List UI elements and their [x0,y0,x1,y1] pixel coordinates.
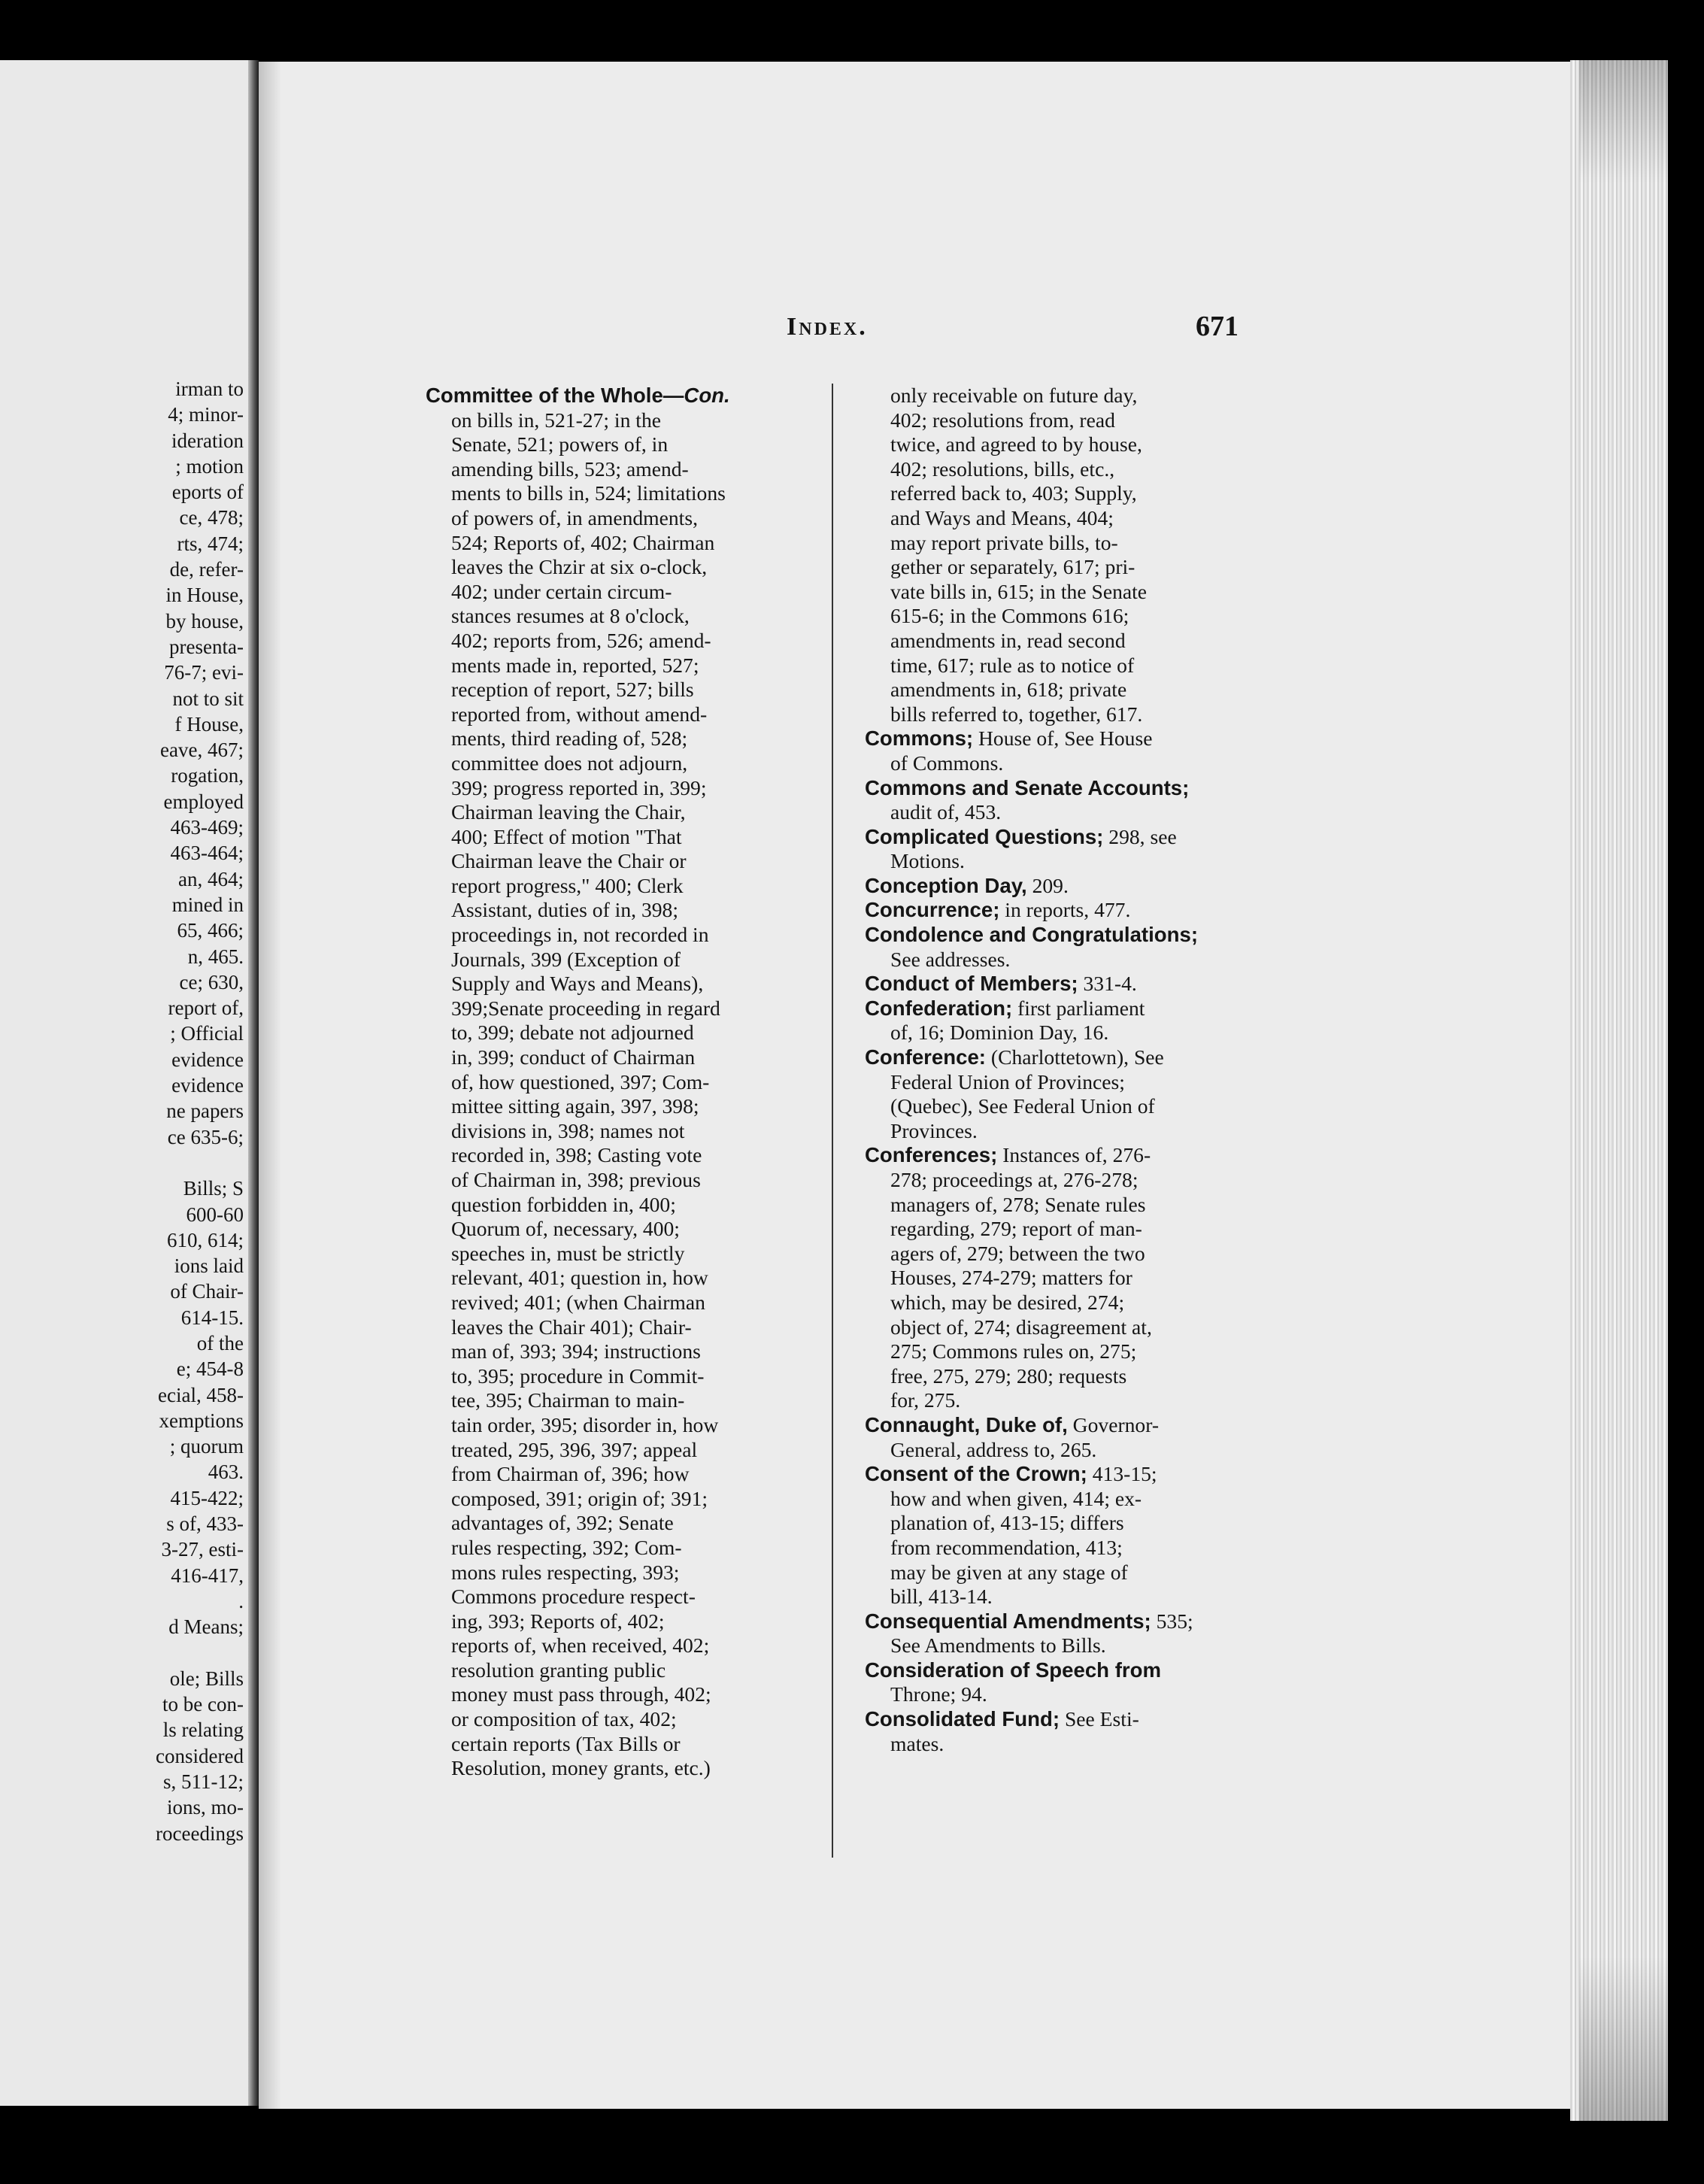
entry-heading: Committee of the Whole—Con. [426,384,730,407]
entry-term: Commons; [865,726,974,751]
index-entry-heading [865,996,1241,1021]
entry-term: Commons and Senate Accounts; [865,775,1190,799]
entry-line: of, how questioned, 397; Com- [451,1069,710,1094]
entry-line: Resolution, money grants, etc.) [451,1756,711,1780]
gutter-shadow [259,62,281,2109]
entry-line: report progress," 400; Clerk [451,873,684,897]
entry-line: agers of, 279; between the two [890,1241,1145,1265]
entry-text: Governor- [1067,1412,1160,1436]
entry-line: recorded in, 398; Casting vote [451,1143,702,1167]
entry-line: reports of, when received, 402; [451,1633,710,1658]
entry-line: tee, 395; Chairman to main- [451,1388,685,1412]
entry-line: See Amendments to Bills. [890,1633,1106,1658]
index-entry-heading [865,874,1241,899]
prev-page-line: f House, [174,712,244,736]
entry-text: 298, see [1103,824,1177,848]
entry-line: tain order, 395; disorder in, how [451,1412,719,1436]
entry-line: advantages of, 392; Senate [451,1511,674,1535]
prev-page-line: not to sit [172,687,244,710]
prev-page-line: n, 465. [187,945,244,968]
index-entry-heading [865,1462,1241,1487]
entry-line: planation of, 413-15; differs [890,1511,1124,1535]
entry-term: Condolence and Congratulations; [865,923,1199,947]
entry-line: leaves the Chair 401); Chair- [451,1315,692,1339]
entry-line: twice, and agreed to by house, [890,432,1142,457]
entry-body [426,408,817,1781]
previous-page [0,60,248,2106]
prev-page-line: 463. [208,1461,244,1484]
prev-page-line: ce 635-6; [167,1125,244,1148]
entry-line: regarding, 279; report of man- [890,1217,1142,1241]
entry-term: Consolidated Fund; [865,1707,1060,1731]
entry-text: (Charlottetown), See [986,1045,1164,1069]
entry-term: Connaught, Duke of, [865,1412,1068,1436]
entry-line: free, 275, 279; 280; requests [890,1363,1127,1388]
prev-page-line: eports of [171,481,244,504]
entry-line: See addresses. [890,947,1011,971]
prev-page-line: to be con- [162,1693,244,1716]
entry-line: mons rules respecting, 393; [451,1560,680,1584]
prev-page-line: 4; minor- [168,403,244,426]
prev-page-line: 463-469; [170,816,244,839]
prev-page-line: evidence [171,1048,244,1071]
entry-line: for, 275. [890,1388,961,1412]
entry-line: 402; resolutions, bills, etc., [890,457,1115,481]
entry-line: in, 399; conduct of Chairman [451,1045,696,1069]
entry-line: Motions. [890,849,965,873]
entry-term: Consideration of Speech from [865,1658,1162,1682]
entry-line: gether or separately, 617; pri- [890,555,1135,579]
index-entry-heading [865,1143,1241,1168]
entry-line: amendments in, read second [890,628,1126,652]
entry-line: Senate, 521; powers of, in [451,432,669,457]
prev-page-line: rogation, [171,764,244,787]
entry-line: committee does not adjourn, [451,751,688,775]
prev-page-line: presenta- [169,635,244,658]
entry-line: divisions in, 398; names not [451,1118,685,1142]
entry-continuation [865,384,1241,726]
prev-page-line: ; quorum [169,1435,244,1458]
entry-line: Provinces. [890,1118,978,1142]
entry-line: mates. [890,1731,944,1755]
entry-line: 400; Effect of motion "That [451,824,682,848]
entry-line: or composition of tax, 402; [451,1707,677,1731]
entry-line: 399;Senate proceeding in regard [451,996,720,1020]
prev-page-line: e; 454-8 [176,1357,244,1381]
prev-page-line: roceedings [156,1822,244,1845]
entry-list [865,726,1241,1756]
prev-page-line: ce, 478; [179,506,244,529]
running-head: Index. [787,313,868,341]
prev-page-line: ; motion [175,454,244,478]
entry-term: Consent of the Crown; [865,1462,1087,1486]
index-entry-heading [865,776,1241,801]
prev-page-line: eave, 467; [160,739,244,762]
entry-line: referred back to, 403; Supply, [890,481,1137,505]
page-number: 671 [1196,311,1239,342]
entry-line: 402; reports from, 526; amend- [451,628,711,652]
entry-line: revived; 401; (when Chairman [451,1290,705,1314]
prev-page-line: s, 511-12; [163,1770,244,1794]
entry-text: Instances of, 276- [997,1143,1151,1167]
previous-page-text [156,376,244,1846]
entry-line: relevant, 401; question in, how [451,1266,708,1290]
prev-page-line: considered [156,1744,244,1767]
prev-page-line: ne papers [166,1100,244,1123]
prev-page-line: 610, 614; [166,1228,244,1251]
entry-line: reception of report, 527; bills [451,678,694,702]
entry-line: proceedings in, not recorded in [451,923,709,947]
entry-line: managers of, 278; Senate rules [890,1192,1146,1216]
prev-page-line: ecial, 458- [158,1383,244,1406]
prev-page-line: ; Official [170,1022,244,1045]
left-column [426,384,817,1781]
entry-text: 331-4. [1078,972,1137,996]
column-divider [832,384,833,1858]
entry-line: audit of, 453. [890,800,1002,824]
entry-line: Chairman leave the Chair or [451,849,687,873]
prev-page-line: ce; 630, [179,970,244,993]
entry-text: See Esti- [1060,1707,1139,1731]
index-entry-heading [865,1413,1241,1438]
page-edges-shade [1579,60,1668,2121]
prev-page-line: of the [196,1331,244,1354]
prev-page-line: xemptions [159,1409,244,1432]
entry-line: 278; proceedings at, 276-278; [890,1168,1139,1191]
prev-page-line: 65, 466; [177,919,244,942]
entry-term: Consequential Amendments; [865,1609,1151,1633]
prev-page-line: ideration [171,429,244,452]
index-entry-heading [865,1658,1241,1683]
entry-line: 399; progress reported in, 399; [451,775,707,799]
entry-line: of powers of, in amendments, [451,505,698,529]
entry-line: 615-6; in the Commons 616; [890,604,1129,628]
entry-line: stances resumes at 8 o'clock, [451,604,690,628]
entry-line: and Ways and Means, 404; [890,505,1114,529]
entry-line: how and when given, 414; ex- [890,1486,1142,1510]
prev-page-line: employed [163,790,244,813]
prev-page-line: 415-422; [170,1486,244,1509]
entry-term: Conferences; [865,1143,998,1167]
entry-text: House of, See House [973,726,1153,751]
entry-line: Quorum of, necessary, 400; [451,1217,680,1241]
index-entry-heading [865,1609,1241,1634]
entry-line: Houses, 274-279; matters for [890,1266,1132,1290]
book-gutter [248,60,259,2106]
prev-page-line: rts, 474; [177,532,244,555]
entry-line: to, 399; debate not adjourned [451,1021,694,1045]
entry-text: in reports, 477. [999,898,1131,922]
entry-line: Throne; 94. [890,1682,987,1706]
entry-line: speeches in, must be strictly [451,1241,685,1265]
index-entry-heading [865,825,1241,850]
entry-line: ing, 393; Reports of, 402; [451,1609,665,1633]
prev-page-line: 614-15. [180,1306,244,1329]
entry-line: only receivable on future day, [890,384,1138,407]
entry-line: on bills in, 521-27; in the [451,408,661,432]
prev-page-line: 3-27, esti- [161,1538,244,1561]
entry-term: Confederation; [865,996,1013,1020]
entry-line: resolution granting public [451,1658,666,1682]
entry-line: mittee sitting again, 397, 398; [451,1094,699,1118]
entry-line: time, 617; rule as to notice of [890,653,1135,677]
entry-term: Concurrence; [865,898,1000,922]
entry-term: Conduct of Members; [865,972,1078,996]
entry-line: man of, 393; 394; instructions [451,1339,701,1363]
prev-page-line: d Means; [168,1615,244,1639]
prev-page-line: in House, [165,584,244,607]
entry-line: Federal Union of Provinces; [890,1069,1125,1094]
entry-line: may be given at any stage of [890,1560,1128,1584]
prev-page-line: by house, [165,609,244,632]
entry-term: Complicated Questions; [865,824,1104,848]
entry-line: from Chairman of, 396; how [451,1462,690,1486]
index-entry-heading [865,1045,1241,1070]
entry-line: may report private bills, to- [890,530,1118,554]
prev-page-line: . [238,1589,244,1612]
prev-page-line: 76-7; evi- [164,661,244,684]
entry-line: money must pass through, 402; [451,1682,711,1706]
index-entry-heading [865,972,1241,996]
entry-line: 402; resolutions from, read [890,408,1115,432]
prev-page-line: de, refer- [169,558,244,581]
entry-line: Chairman leaving the Chair, [451,800,686,824]
entry-line: bills referred to, together, 617. [890,702,1143,726]
prev-page-line: an, 464; [178,867,244,890]
prev-page-line: s of, 433- [166,1512,244,1536]
entry-line: certain reports (Tax Bills or [451,1731,681,1755]
prev-page-line: report of, [168,996,244,1020]
index-page [259,62,1597,2109]
entry-line: 402; under certain circum- [451,579,672,603]
entry-line: Journals, 399 (Exception of [451,947,681,971]
entry-line: object of, 274; disagreement at, [890,1315,1152,1339]
prev-page-line: 600-60 [186,1203,244,1226]
entry-line: General, address to, 265. [890,1437,1097,1461]
entry-line: to, 395; procedure in Commit- [451,1363,705,1388]
entry-line: ments, third reading of, 528; [451,726,688,751]
entry-line: Commons procedure respect- [451,1585,696,1609]
entry-line: 524; Reports of, 402; Chairman [451,530,715,554]
prev-page-line [156,1150,244,1175]
entry-text: 535; [1151,1609,1193,1633]
prev-page-line [156,1640,244,1666]
entry-line: of, 16; Dominion Day, 16. [890,1021,1109,1045]
entry-line: bill, 413-14. [890,1585,993,1609]
entry-line: question forbidden in, 400; [451,1192,676,1216]
entry-line: of Commons. [890,751,1004,775]
entry-line: of Chairman in, 398; previous [451,1168,701,1191]
entry-text: 413-15; [1087,1462,1157,1486]
entry-line: 275; Commons rules on, 275; [890,1339,1137,1363]
index-entry-heading [865,726,1241,751]
right-column [865,384,1241,1756]
prev-page-line: ions, mo- [166,1796,244,1819]
entry-term: Conference: [865,1045,986,1069]
index-entry-heading [865,923,1241,948]
entry-line: composed, 391; origin of; 391; [451,1486,708,1510]
index-entry-heading [865,898,1241,923]
entry-line: reported from, without amend- [451,702,708,726]
prev-page-line: irman to [175,378,244,400]
prev-page-line: ions laid [174,1254,244,1278]
entry-line: amending bills, 523; amend- [451,457,689,481]
entry-line: ments to bills in, 524; limitations [451,481,726,505]
entry-text: 209. [1026,873,1069,897]
entry-line: from recommendation, 413; [890,1535,1123,1559]
entry-line: rules respecting, 392; Com- [451,1535,682,1559]
entry-line: which, may be desired, 274; [890,1290,1125,1314]
entry-line: Supply and Ways and Means), [451,972,704,996]
entry-line: Assistant, duties of in, 398; [451,898,678,922]
prev-page-line: mined in [171,893,244,916]
entry-line: treated, 295, 396, 397; appeal [451,1437,698,1461]
entry-text: first parliament [1012,996,1145,1020]
prev-page-line: ls relating [162,1718,244,1742]
prev-page-line: ole; Bills [169,1667,244,1690]
entry-line: leaves the Chzir at six o-clock, [451,555,708,579]
prev-page-line: 463-464; [170,842,244,865]
prev-page-line: Bills; S [183,1177,244,1200]
prev-page-line: of Chair- [170,1280,244,1303]
index-entry-heading [865,1707,1241,1732]
entry-term: Conception Day, [865,873,1027,897]
prev-page-line: 416-417, [171,1564,244,1587]
prev-page-line: evidence [171,1074,244,1097]
entry-line: amendments in, 618; private [890,678,1127,702]
entry-line: (Quebec), See Federal Union of [890,1094,1155,1118]
entry-line: ments made in, reported, 527; [451,653,699,677]
entry-line: vate bills in, 615; in the Senate [890,579,1148,603]
